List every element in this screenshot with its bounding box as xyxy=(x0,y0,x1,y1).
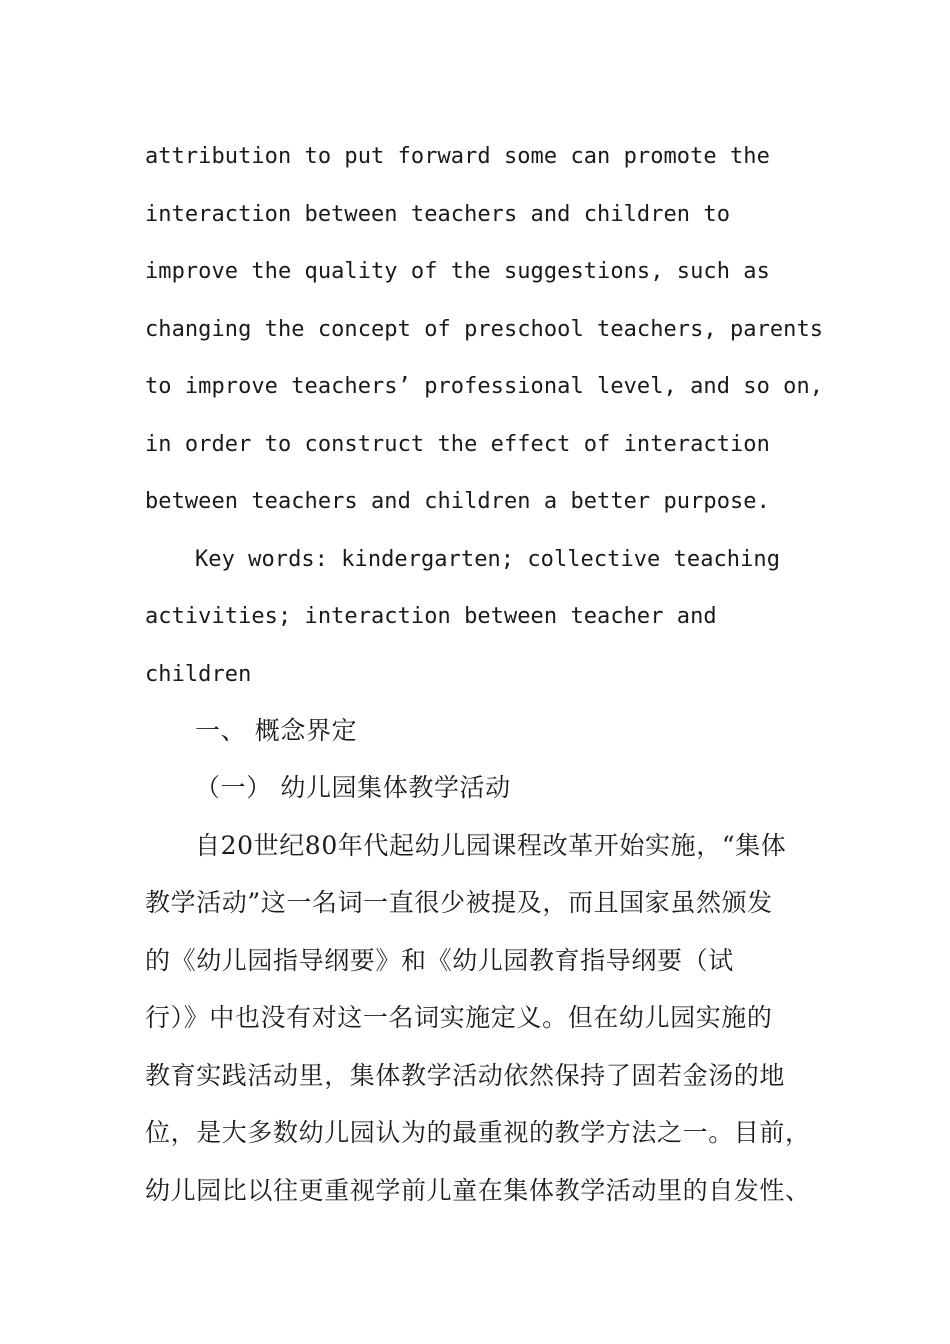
subsection-heading: （一） 幼儿园集体教学活动 xyxy=(195,773,511,802)
body-line-3: 的《幼儿园指导纲要》和《幼儿园教育指导纲要（试 xyxy=(145,946,734,975)
abstract-line-4: changing the concept of preschool teachers, parents xyxy=(145,317,824,342)
body-line-4: 行）》中也没有对这一名词实施定义。但在幼儿园实施的 xyxy=(145,1003,773,1032)
abstract-line-5: to improve teachers’ professional level, and so on, xyxy=(145,374,824,399)
body-line-5: 教育实践活动里，集体教学活动依然保持了固若金汤的地 xyxy=(145,1061,786,1090)
abstract-line-7: between teachers and children a better purpose. xyxy=(145,489,770,514)
abstract-line-2: interaction between teachers and children to xyxy=(145,202,730,227)
abstract-line-1: attribution to put forward some can promote the xyxy=(145,144,770,169)
abstract-line-6: in order to construct the effect of interaction xyxy=(145,432,770,457)
keywords-line-2: activities; interaction between teacher and xyxy=(145,604,717,629)
keywords-line-1: Key words: kindergarten; collective teaching xyxy=(195,547,780,572)
body-line-1: 自20世纪80年代起幼儿园课程改革开始实施，“集体 xyxy=(195,831,787,860)
body-line-6: 位，是大多数幼儿园认为的最重视的教学方法之一。目前， xyxy=(145,1118,811,1147)
abstract-line-3: improve the quality of the suggestions, such as xyxy=(145,259,770,284)
keywords-line-3: children xyxy=(145,662,252,687)
section-heading: 一、 概念界定 xyxy=(195,716,358,745)
body-line-2: 教学活动”这一名词一直很少被提及，而且国家虽然颁发 xyxy=(145,888,773,917)
body-line-7: 幼儿园比以往更重视学前儿童在集体教学活动里的自发性、 xyxy=(145,1176,811,1205)
